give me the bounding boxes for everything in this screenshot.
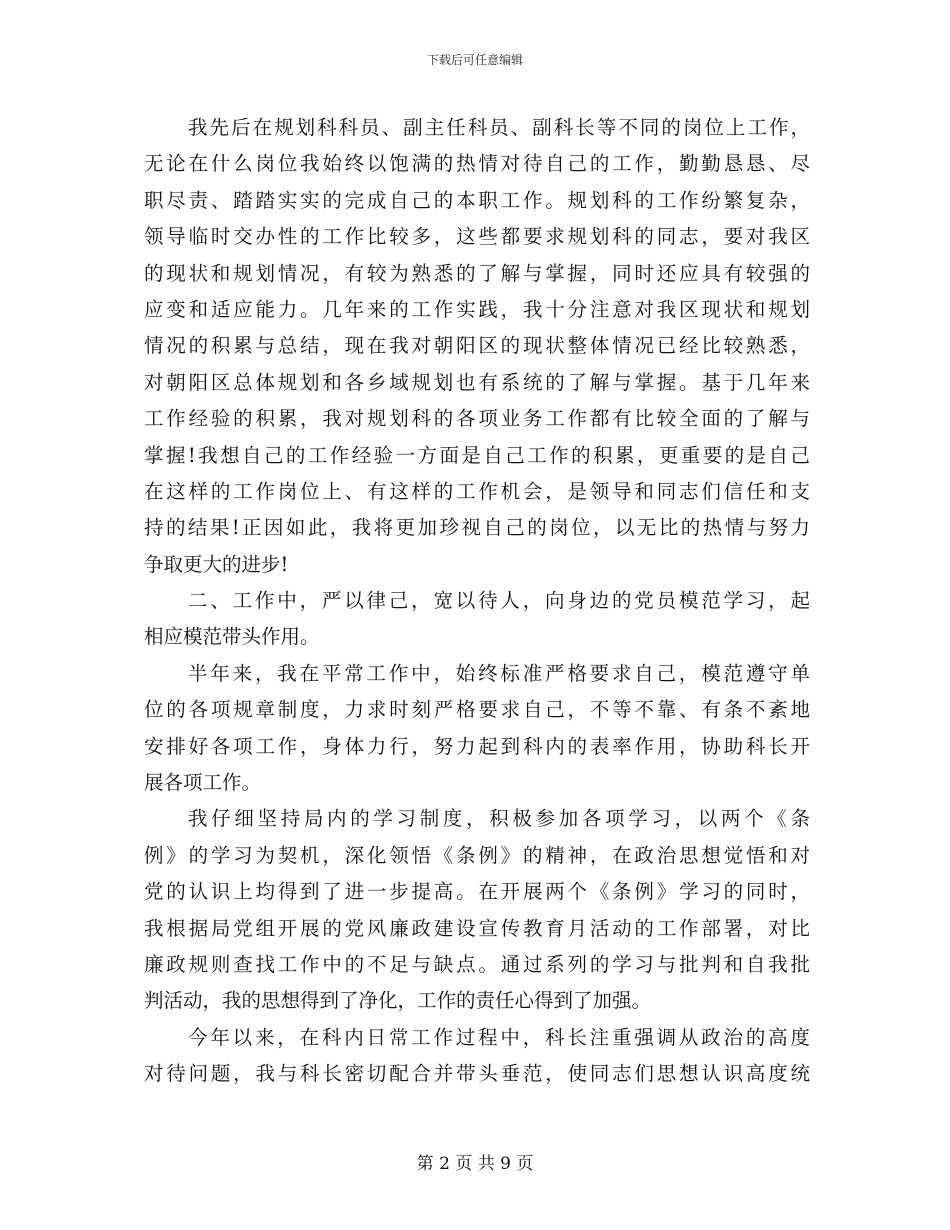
text-line: 判活动，我的思想得到了净化，工作的责任心得到了加强。 [144, 989, 652, 1013]
text-line: 对朝阳区总体规划和各乡域规划也有系统的了解与掌握。基于几年来 [144, 370, 810, 394]
page-header: 下载后可任意编辑 [426, 53, 523, 67]
paragraph [144, 583, 810, 656]
text-line: 今年以来，在科内日常工作过程中，科长注重强调从政治的高度 [188, 1025, 810, 1049]
text-line: 廉政规则查找工作中的不足与缺点。通过系列的学习与批判和自我批 [144, 952, 810, 976]
paragraph [144, 110, 810, 583]
text-line: 争取更大的进步! [144, 552, 289, 576]
text-line: 例》的学习为契机，深化领悟《条例》的精神，在政治思想觉悟和对 [144, 843, 810, 867]
text-line: 二、工作中，严以律己，宽以待人，向身边的党员模范学习，起 [188, 589, 810, 613]
paragraph [144, 1020, 810, 1093]
paragraph [144, 801, 810, 1019]
text-line: 工作经验的积累，我对规划科的各项业务工作都有比较全面的了解与 [144, 407, 810, 431]
paragraph [144, 656, 810, 802]
text-line: 半年来，我在平常工作中，始终标准严格要求自己，模范遵守单 [188, 661, 810, 685]
page-number: 第 2 页 共 9 页 [416, 1154, 534, 1174]
text-line: 领导临时交办性的工作比较多，这些都要求规划科的同志，要对我区 [144, 225, 810, 249]
document-body [144, 110, 810, 1093]
text-line: 无论在什么岗位我始终以饱满的热情对待自己的工作，勤勤恳恳、尽 [144, 152, 810, 176]
text-line: 应变和适应能力。几年来的工作实践，我十分注意对我区现状和规划 [144, 297, 810, 321]
text-line: 我仔细坚持局内的学习制度，积极参加各项学习，以两个《条 [188, 807, 810, 831]
text-line: 在这样的工作岗位上、有这样的工作机会，是领导和同志们信任和支 [144, 479, 810, 503]
text-line: 持的结果!正因如此，我将更加珍视自己的岗位，以无比的热情与努力 [144, 516, 810, 540]
text-line: 相应模范带头作用。 [144, 625, 320, 649]
text-line: 党的认识上均得到了进一步提高。在开展两个《条例》学习的同时， [144, 880, 810, 904]
text-line: 情况的积累与总结，现在我对朝阳区的现状整体情况已经比较熟悉， [144, 334, 810, 358]
text-line: 我先后在规划科科员、副主任科员、副科长等不同的岗位上工作， [188, 116, 810, 139]
text-line: 我根据局党组开展的党风廉政建设宣传教育月活动的工作部署，对比 [144, 916, 810, 940]
text-line: 安排好各项工作，身体力行，努力起到科内的表率作用，协助科长开 [144, 734, 810, 758]
text-line: 职尽责、踏踏实实的完成自己的本职工作。规划科的工作纷繁复杂， [144, 188, 810, 212]
text-line: 展各项工作。 [144, 771, 262, 795]
text-line: 对待问题，我与科长密切配合并带头垂范，使同志们思想认识高度统 [144, 1062, 810, 1086]
text-line: 位的各项规章制度，力求时刻严格要求自己，不等不靠、有条不紊地 [144, 698, 810, 722]
text-line: 的现状和规划情况，有较为熟悉的了解与掌握，同时还应具有较强的 [144, 261, 810, 285]
text-line: 掌握!我想自己的工作经验一方面是自己工作的积累，更重要的是自己 [144, 443, 810, 467]
